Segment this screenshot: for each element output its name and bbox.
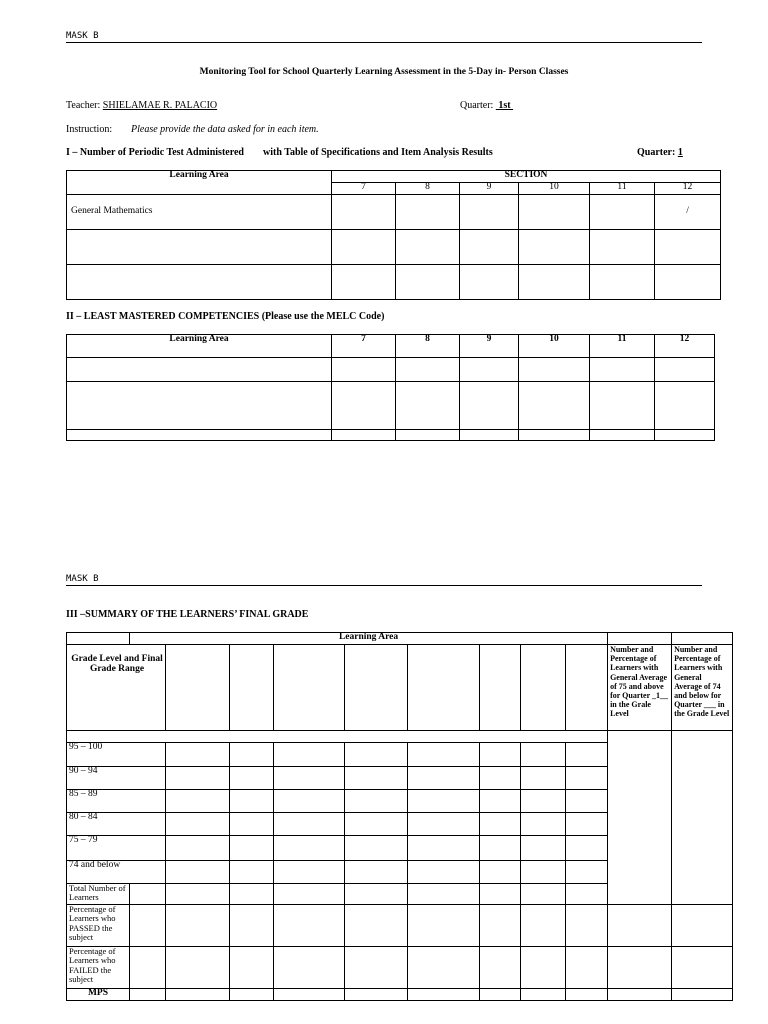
- section1-heading-a: I – Number of Periodic Test Administered: [66, 147, 244, 158]
- learning-area-header: Learning Area: [67, 171, 332, 195]
- table-cell: [519, 382, 590, 430]
- table-cell: [396, 230, 460, 265]
- table-cell: [460, 265, 519, 300]
- table-cell: [274, 645, 345, 731]
- failed-average-header: Number and Percentage of Learners with General Average of 74 and below for Quarter ___ in the Grade Level: [672, 645, 733, 731]
- learning-area-cell: General Mathematics: [67, 195, 332, 230]
- table-cell: [67, 430, 332, 441]
- passed-percentage-label: Percentage of Learners who PASSED the subject: [67, 905, 130, 947]
- teacher-label: Teacher:: [66, 100, 101, 111]
- grade-level-header: [67, 645, 166, 731]
- table-cell: [655, 382, 715, 430]
- document-title: Monitoring Tool for School Quarterly Learning Assessment in the 5-Day in- Person Classes: [199, 67, 569, 77]
- table-cell: [345, 645, 408, 731]
- table-cell: [396, 195, 460, 230]
- table-cell: [480, 645, 521, 731]
- table-cell: [590, 382, 655, 430]
- table-cell: [332, 265, 396, 300]
- final-grade-summary-table: [66, 632, 733, 1001]
- table-cell: [590, 358, 655, 382]
- grade-header: 12: [655, 183, 721, 195]
- grade-range-label: 74 and below: [67, 861, 166, 884]
- least-mastered-table: [66, 334, 715, 441]
- table-cell: [460, 430, 519, 441]
- grade-header: 7: [332, 335, 396, 358]
- grade-header: 9: [460, 183, 519, 195]
- section1-heading-b: with Table of Specifications and Item Analysis Results: [263, 147, 493, 158]
- grade-range-label: 75 – 79: [67, 836, 166, 861]
- table-cell: [408, 645, 480, 731]
- table-cell: [590, 265, 655, 300]
- table-cell: [460, 230, 519, 265]
- table-cell: [396, 265, 460, 300]
- grade-header: 7: [332, 183, 396, 195]
- header-rule: [66, 42, 702, 43]
- table-cell: [460, 358, 519, 382]
- table-cell: [67, 633, 130, 645]
- table-cell: [332, 358, 396, 382]
- instruction-text: Please provide the data asked for in each item.: [131, 124, 319, 135]
- table-cell: [521, 645, 566, 731]
- mps-label: MPS: [67, 989, 130, 1001]
- grade-header: 10: [519, 335, 590, 358]
- section1-quarter: [637, 147, 683, 158]
- grade-range-label: 95 – 100: [67, 743, 166, 767]
- total-learners-label: Total Number of Learners: [67, 884, 130, 905]
- section-header: SECTION: [332, 171, 721, 183]
- grade-header: 11: [590, 183, 655, 195]
- table-cell: [230, 645, 274, 731]
- table-cell: [332, 430, 396, 441]
- table-cell: [519, 265, 590, 300]
- grade-header: 8: [396, 183, 460, 195]
- check-mark: /: [655, 195, 721, 230]
- table-cell: [672, 633, 733, 645]
- teacher-row: [66, 100, 217, 111]
- table-cell: [396, 358, 460, 382]
- section2-heading: II – LEAST MASTERED COMPETENCIES (Please use the MELC Code): [66, 311, 385, 322]
- table-cell: [608, 633, 672, 645]
- table-cell: [519, 230, 590, 265]
- section1-quarter-value: 1: [677, 147, 683, 158]
- grade-header: 12: [655, 335, 715, 358]
- table-cell: [519, 430, 590, 441]
- table-cell: [332, 195, 396, 230]
- table-cell: [396, 382, 460, 430]
- failed-average-cell: [672, 731, 733, 905]
- section1-quarter-label: Quarter:: [637, 147, 676, 158]
- quarter-value: 1st: [495, 100, 514, 111]
- grade-level-label: Grade Level and Final Grade Range: [71, 654, 163, 674]
- table-cell: [332, 382, 396, 430]
- section3-heading: III –SUMMARY OF THE LEARNERS’ FINAL GRADE: [66, 609, 309, 620]
- table-cell: [655, 358, 715, 382]
- table-cell: [67, 731, 608, 743]
- table-cell: [166, 645, 230, 731]
- table-cell: [396, 430, 460, 441]
- table-cell: [67, 382, 332, 430]
- grade-range-label: 90 – 94: [67, 767, 166, 790]
- teacher-name: SHIELAMAE R. PALACIO: [102, 100, 218, 111]
- table-cell: [519, 358, 590, 382]
- table-cell: [67, 230, 332, 265]
- table-cell: [590, 230, 655, 265]
- learning-area-header: Learning Area: [130, 633, 608, 645]
- passed-average-cell: [608, 731, 672, 905]
- grade-header: 11: [590, 335, 655, 358]
- grade-header: 9: [460, 335, 519, 358]
- periodic-test-table: [66, 170, 721, 300]
- failed-percentage-label: Percentage of Learners who FAILED the subject: [67, 947, 130, 989]
- grade-range-label: 85 – 89: [67, 790, 166, 813]
- table-cell: [655, 265, 721, 300]
- learning-area-header: Learning Area: [67, 335, 332, 358]
- instruction-label: Instruction:: [66, 124, 113, 135]
- table-cell: [590, 195, 655, 230]
- table-cell: [67, 358, 332, 382]
- grade-header: 10: [519, 183, 590, 195]
- grade-range-label: 80 – 84: [67, 813, 166, 836]
- table-cell: [590, 430, 655, 441]
- mask-label: MASK B: [66, 31, 99, 41]
- quarter-label: Quarter:: [460, 100, 494, 111]
- passed-average-header: Number and Percentage of Learners with General Average of 75 and above for Quarter _1__ in the Grale Level: [608, 645, 672, 731]
- table-cell: [67, 265, 332, 300]
- table-cell: [460, 382, 519, 430]
- table-cell: [460, 195, 519, 230]
- table-cell: [655, 230, 721, 265]
- table-cell: [655, 430, 715, 441]
- mask-label: MASK B: [66, 574, 99, 584]
- table-cell: [566, 645, 608, 731]
- quarter-row: [460, 100, 513, 111]
- table-cell: [332, 230, 396, 265]
- table-cell: [519, 195, 590, 230]
- grade-header: 8: [396, 335, 460, 358]
- header-rule: [66, 585, 702, 586]
